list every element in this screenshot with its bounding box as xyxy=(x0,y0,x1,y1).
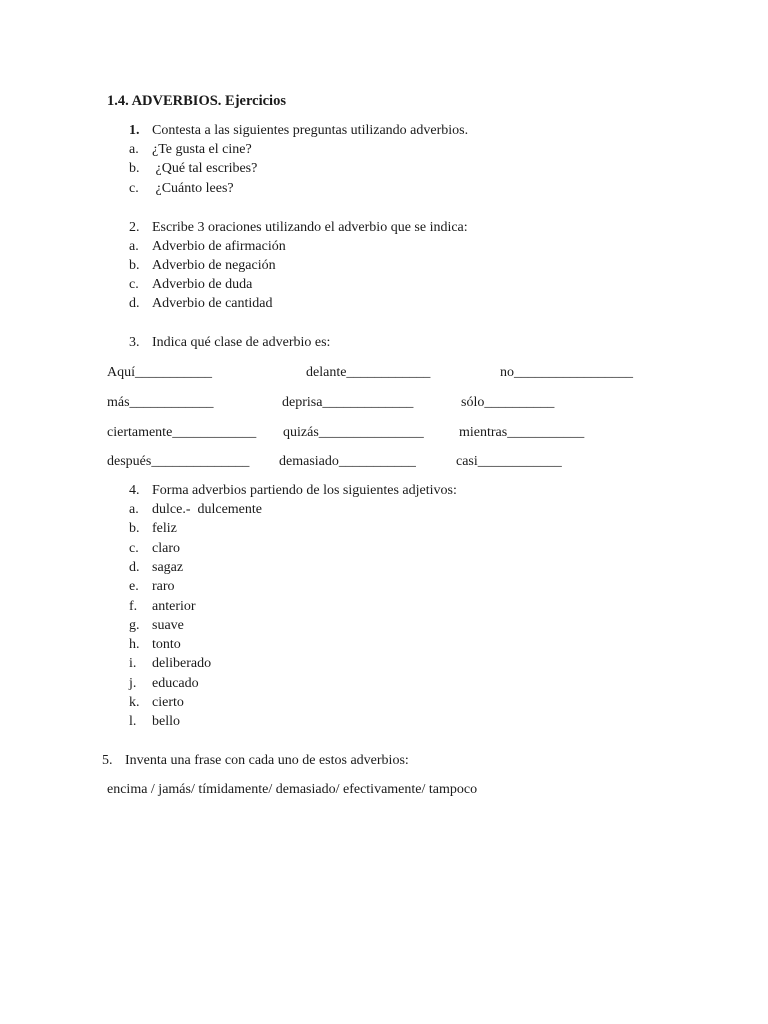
ex4-item-text: anterior xyxy=(152,599,196,614)
ex4-item-text: cierto xyxy=(152,695,184,710)
ex4-item-letter: c. xyxy=(129,541,139,556)
ex4-item-text: claro xyxy=(152,541,180,556)
page-title: 1.4. ADVERBIOS. Ejercicios xyxy=(107,93,286,109)
ex4-item-letter: g. xyxy=(129,618,140,633)
ex4-item-text: sagaz xyxy=(152,560,184,575)
ex1-item-text: ¿Te gusta el cine? xyxy=(152,142,252,157)
ex4-item-letter: l. xyxy=(129,714,137,729)
ex4-number: 4. xyxy=(129,483,140,498)
ex4-item-letter: j. xyxy=(129,676,137,691)
ex4-item-letter: i. xyxy=(129,656,137,671)
ex3-number: 3. xyxy=(129,335,140,350)
ex3-word-blank: demasiado___________ xyxy=(279,454,416,469)
ex1-item-text: ¿Qué tal escribes? xyxy=(152,161,258,176)
ex3-word-blank: no_________________ xyxy=(500,365,633,380)
ex2-number: 2. xyxy=(129,220,140,235)
ex4-item-letter: k. xyxy=(129,695,140,710)
ex3-word-blank: más____________ xyxy=(107,395,214,410)
ex1-item-text: ¿Cuánto lees? xyxy=(152,181,234,196)
ex5-adverb-list: encima / jamás/ tímidamente/ demasiado/ efectivamente/ tampoco xyxy=(107,782,478,797)
ex2-item-text: Adverbio de afirmación xyxy=(152,239,286,254)
ex4-item-text: tonto xyxy=(152,637,181,652)
ex4-item-text: raro xyxy=(152,579,175,594)
ex2-item-letter: d. xyxy=(129,296,140,311)
ex4-item-letter: b. xyxy=(129,521,140,536)
ex4-item-text: dulce.- dulcemente xyxy=(152,502,263,517)
ex4-item-text: suave xyxy=(152,618,184,633)
ex4-item-letter: f. xyxy=(129,599,138,614)
ex4-item-letter: d. xyxy=(129,560,140,575)
ex4-item-text: feliz xyxy=(152,521,177,536)
ex1-number: 1. xyxy=(129,123,140,138)
ex3-word-blank: después______________ xyxy=(107,454,250,469)
ex3-word-blank: deprisa_____________ xyxy=(282,395,414,410)
ex2-item-letter: a. xyxy=(129,239,139,254)
ex1-prompt: Contesta a las siguientes preguntas utilizando adverbios. xyxy=(152,123,469,138)
ex2-item-text: Adverbio de negación xyxy=(152,258,276,273)
ex3-word-blank: mientras___________ xyxy=(459,425,585,440)
ex2-item-letter: b. xyxy=(129,258,140,273)
ex1-item-letter: c. xyxy=(129,181,139,196)
ex1-item-letter: b. xyxy=(129,161,140,176)
ex3-word-blank: ciertamente____________ xyxy=(107,425,257,440)
ex3-word-blank: casi____________ xyxy=(456,454,562,469)
ex3-word-blank: Aquí___________ xyxy=(107,365,212,380)
ex3-word-blank: delante____________ xyxy=(306,365,431,380)
ex2-prompt: Escribe 3 oraciones utilizando el adverbio que se indica: xyxy=(152,220,468,235)
ex3-word-blank: sólo__________ xyxy=(461,395,555,410)
ex2-item-letter: c. xyxy=(129,277,139,292)
ex4-item-letter: a. xyxy=(129,502,139,517)
ex5-number: 5. xyxy=(102,753,113,768)
ex4-item-letter: e. xyxy=(129,579,139,594)
ex2-item-text: Adverbio de cantidad xyxy=(152,296,273,311)
ex4-item-text: bello xyxy=(152,714,180,729)
ex2-item-text: Adverbio de duda xyxy=(152,277,253,292)
ex5-prompt: Inventa una frase con cada uno de estos adverbios: xyxy=(125,753,409,768)
ex4-prompt: Forma adverbios partiendo de los siguientes adjetivos: xyxy=(152,483,457,498)
ex3-prompt: Indica qué clase de adverbio es: xyxy=(152,335,331,350)
ex4-item-text: deliberado xyxy=(152,656,212,671)
ex4-item-text: educado xyxy=(152,676,199,691)
ex3-word-blank: quizás_______________ xyxy=(283,425,424,440)
ex4-item-letter: h. xyxy=(129,637,140,652)
ex1-item-letter: a. xyxy=(129,142,139,157)
